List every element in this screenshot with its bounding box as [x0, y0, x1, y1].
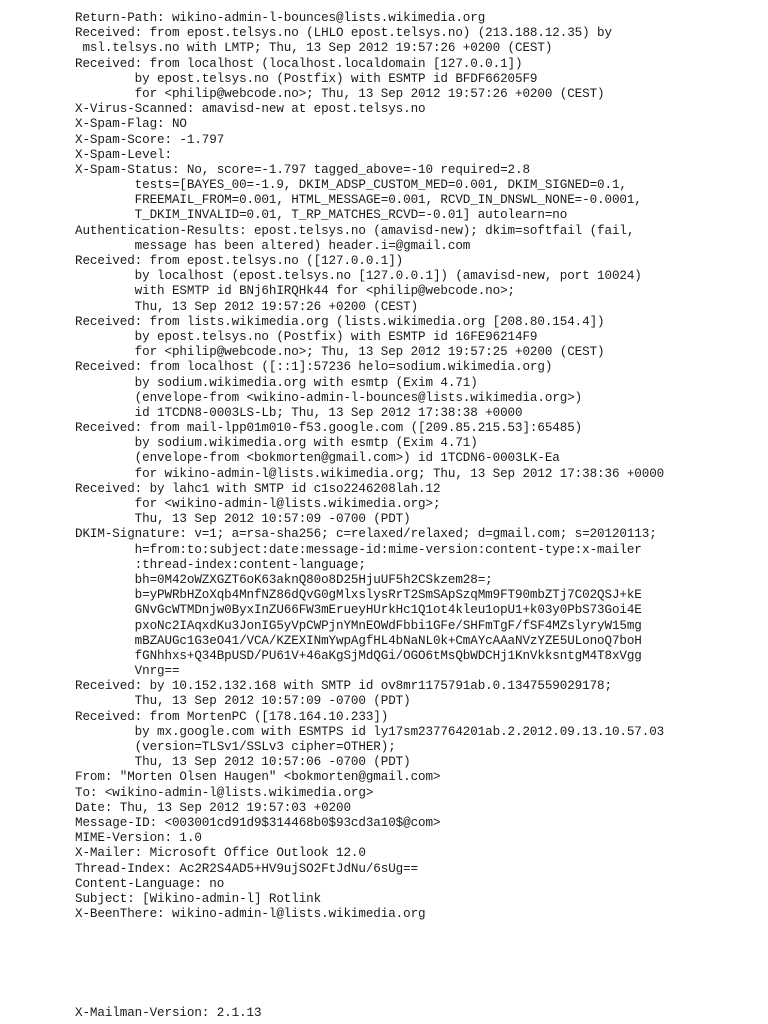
email-header-line: Thu, 13 Sep 2012 10:57:09 -0700 (PDT) — [75, 512, 411, 527]
email-header-line: X-BeenThere: wikino-admin-l@lists.wikimedia.org — [75, 907, 426, 922]
email-header-line: (envelope-from <bokmorten@gmail.com>) id 1TCDN6-0003LK-Ea — [75, 451, 560, 466]
email-header-line: Message-ID: <003001cd91d9$314468b0$93cd3a10$@com> — [75, 815, 441, 830]
email-header-line: X-Spam-Score: -1.797 — [75, 132, 225, 147]
email-header-line: Authentication-Results: epost.telsys.no (amavisd-new); dkim=softfail (fail, — [75, 223, 635, 238]
email-header-line: for <philip@webcode.no>; Thu, 13 Sep 2012 19:57:25 +0200 (CEST) — [75, 345, 605, 360]
email-header-line: pxoNc2IAqxdKu3JonIG5yVpCWPjnYMnEOWdFbbi1GFe/SHFmTgF/fSF4MZslyryW15mg — [75, 618, 642, 633]
email-header-line: id 1TCDN8-0003LS-Lb; Thu, 13 Sep 2012 17:38:38 +0000 — [75, 405, 523, 420]
email-header-line: b=yPWRbHZoXqb4MnfNZ86dQvG0gMlxslysRrT2SmSApSzqMm9FT90mbZTj7C02QSJ+kE — [75, 588, 642, 603]
email-header-line: by sodium.wikimedia.org with esmtp (Exim 4.71) — [75, 375, 478, 390]
email-header-line: Date: Thu, 13 Sep 2012 19:57:03 +0200 — [75, 800, 351, 815]
email-header-line: for <wikino-admin-l@lists.wikimedia.org>; — [75, 497, 441, 511]
email-header-line: X-Spam-Status: No, score=-1.797 tagged_above=-10 required=2.8 — [75, 162, 530, 177]
email-header-line: MIME-Version: 1.0 — [75, 831, 202, 846]
email-header-line: Received: from localhost (localhost.localdomain [127.0.0.1]) — [75, 56, 523, 71]
email-header-line: Thu, 13 Sep 2012 19:57:26 +0200 (CEST) — [75, 299, 419, 314]
email-header-line: X-Mailer: Microsoft Office Outlook 12.0 — [75, 846, 366, 861]
email-header-block — [75, 11, 765, 922]
email-header-line: by epost.telsys.no (Postfix) with ESMTP id 16FE96214F9 — [75, 329, 538, 344]
email-header-line: Thread-Index: Ac2R2S4AD5+HV9ujSO2FtJdNu/6sUg== — [75, 861, 419, 876]
email-header-line: with ESMTP id BNj6hIRQHk44 for <philip@webcode.no>; — [75, 284, 515, 299]
email-header-line: Received: from localhost ([::1]:57236 helo=sodium.wikimedia.org) — [75, 360, 553, 375]
email-header-line: To: <wikino-admin-l@lists.wikimedia.org> — [75, 785, 374, 800]
email-header-line: Received: from MortenPC ([178.164.10.233]) — [75, 709, 389, 724]
email-header-line: FREEMAIL_FROM=0.001, HTML_MESSAGE=0.001, RCVD_IN_DNSWL_NONE=-0.0001, — [75, 193, 642, 208]
email-header-line: Content-Language: no — [75, 876, 225, 891]
email-header-line: for <philip@webcode.no>; Thu, 13 Sep 2012 19:57:26 +0200 (CEST) — [75, 86, 605, 101]
email-header-line: by sodium.wikimedia.org with esmtp (Exim 4.71) — [75, 436, 478, 451]
email-header-line: T_DKIM_INVALID=0.01, T_RP_MATCHES_RCVD=-0.01] autolearn=no — [75, 208, 568, 223]
email-header-line: Received: from mail-lpp01m010-f53.google.com ([209.85.215.53]:65485) — [75, 421, 583, 436]
email-header-line: tests=[BAYES_00=-1.9, DKIM_ADSP_CUSTOM_MED=0.001, DKIM_SIGNED=0.1, — [75, 178, 627, 193]
email-header-line: fGNhhxs+Q34BpUSD/PU61V+46aKgSjMdQGi/OGO6tMsQbWDCHj1KnVkksntgM4T8xVgg — [75, 648, 642, 663]
email-header-line: message has been altered) header.i=@gmail.com — [75, 238, 471, 253]
email-header-line: Received: by 10.152.132.168 with SMTP id ov8mr1175791ab.0.1347559029178; — [75, 679, 612, 694]
email-header-line: DKIM-Signature: v=1; a=rsa-sha256; c=relaxed/relaxed; d=gmail.com; s=20120113; — [75, 527, 657, 542]
email-header-line: :thread-index:content-language; — [75, 557, 366, 572]
email-header-line: X-Spam-Level: — [75, 147, 172, 162]
email-header-line: by localhost (epost.telsys.no [127.0.0.1]) (amavisd-new, port 10024) — [75, 269, 642, 284]
email-header-line: by mx.google.com with ESMTPS id ly17sm237764201ab.2.2012.09.13.10.57.03 — [75, 724, 665, 739]
email-header-line: Subject: [Wikino-admin-l] Rotlink — [75, 891, 322, 906]
email-header-line: Received: by lahc1 with SMTP id c1so2246208lah.12 — [75, 481, 441, 496]
email-header-line: msl.telsys.no with LMTP; Thu, 13 Sep 2012 19:57:26 +0200 (CEST) — [75, 41, 553, 56]
email-header-line: Thu, 13 Sep 2012 10:57:06 -0700 (PDT) — [75, 755, 411, 770]
email-header-line: Thu, 13 Sep 2012 10:57:09 -0700 (PDT) — [75, 694, 411, 709]
email-header-line: for wikino-admin-l@lists.wikimedia.org; Thu, 13 Sep 2012 17:38:36 +0000 — [75, 466, 665, 481]
x-mailman-version-line: X-Mailman-Version: 2.1.13 — [75, 1006, 262, 1020]
email-header-line: h=from:to:subject:date:message-id:mime-version:content-type:x-mailer — [75, 542, 642, 557]
email-header-line: (version=TLSv1/SSLv3 cipher=OTHER); — [75, 740, 396, 754]
email-header-line: (envelope-from <wikino-admin-l-bounces@lists.wikimedia.org>) — [75, 390, 583, 405]
email-header-line: Return-Path: wikino-admin-l-bounces@lists.wikimedia.org — [75, 11, 486, 25]
email-header-line: GNvGcWTMDnjw0ByxInZU66FW3mErueyHUrkHc1Q1ot4kleu1opU1+k03y0PbS73Goi4E — [75, 603, 642, 618]
email-header-line: X-Spam-Flag: NO — [75, 117, 187, 132]
email-header-line: From: "Morten Olsen Haugen" <bokmorten@gmail.com> — [75, 770, 441, 785]
email-header-line: by epost.telsys.no (Postfix) with ESMTP id BFDF66205F9 — [75, 71, 538, 86]
email-header-line: mBZAUGc1G3eO41/VCA/KZEXINmYwpAgfHL4bNaNL0k+CmAYcAAaNVzYZE5ULonoQ7boH — [75, 633, 642, 648]
email-header-line: Vnrg== — [75, 664, 180, 679]
email-header-line: Received: from epost.telsys.no ([127.0.0.1]) — [75, 254, 404, 268]
email-header-line: Received: from lists.wikimedia.org (lists.wikimedia.org [208.80.154.4]) — [75, 314, 605, 329]
email-header-line: bh=0M42oWZXGZT6oK63aknQ80o8D25HjuUF5h2CSkzem28=; — [75, 572, 493, 587]
email-header-line: Received: from epost.telsys.no (LHLO epost.telsys.no) (213.188.12.35) by — [75, 26, 612, 41]
email-header-line: X-Virus-Scanned: amavisd-new at epost.telsys.no — [75, 102, 426, 117]
